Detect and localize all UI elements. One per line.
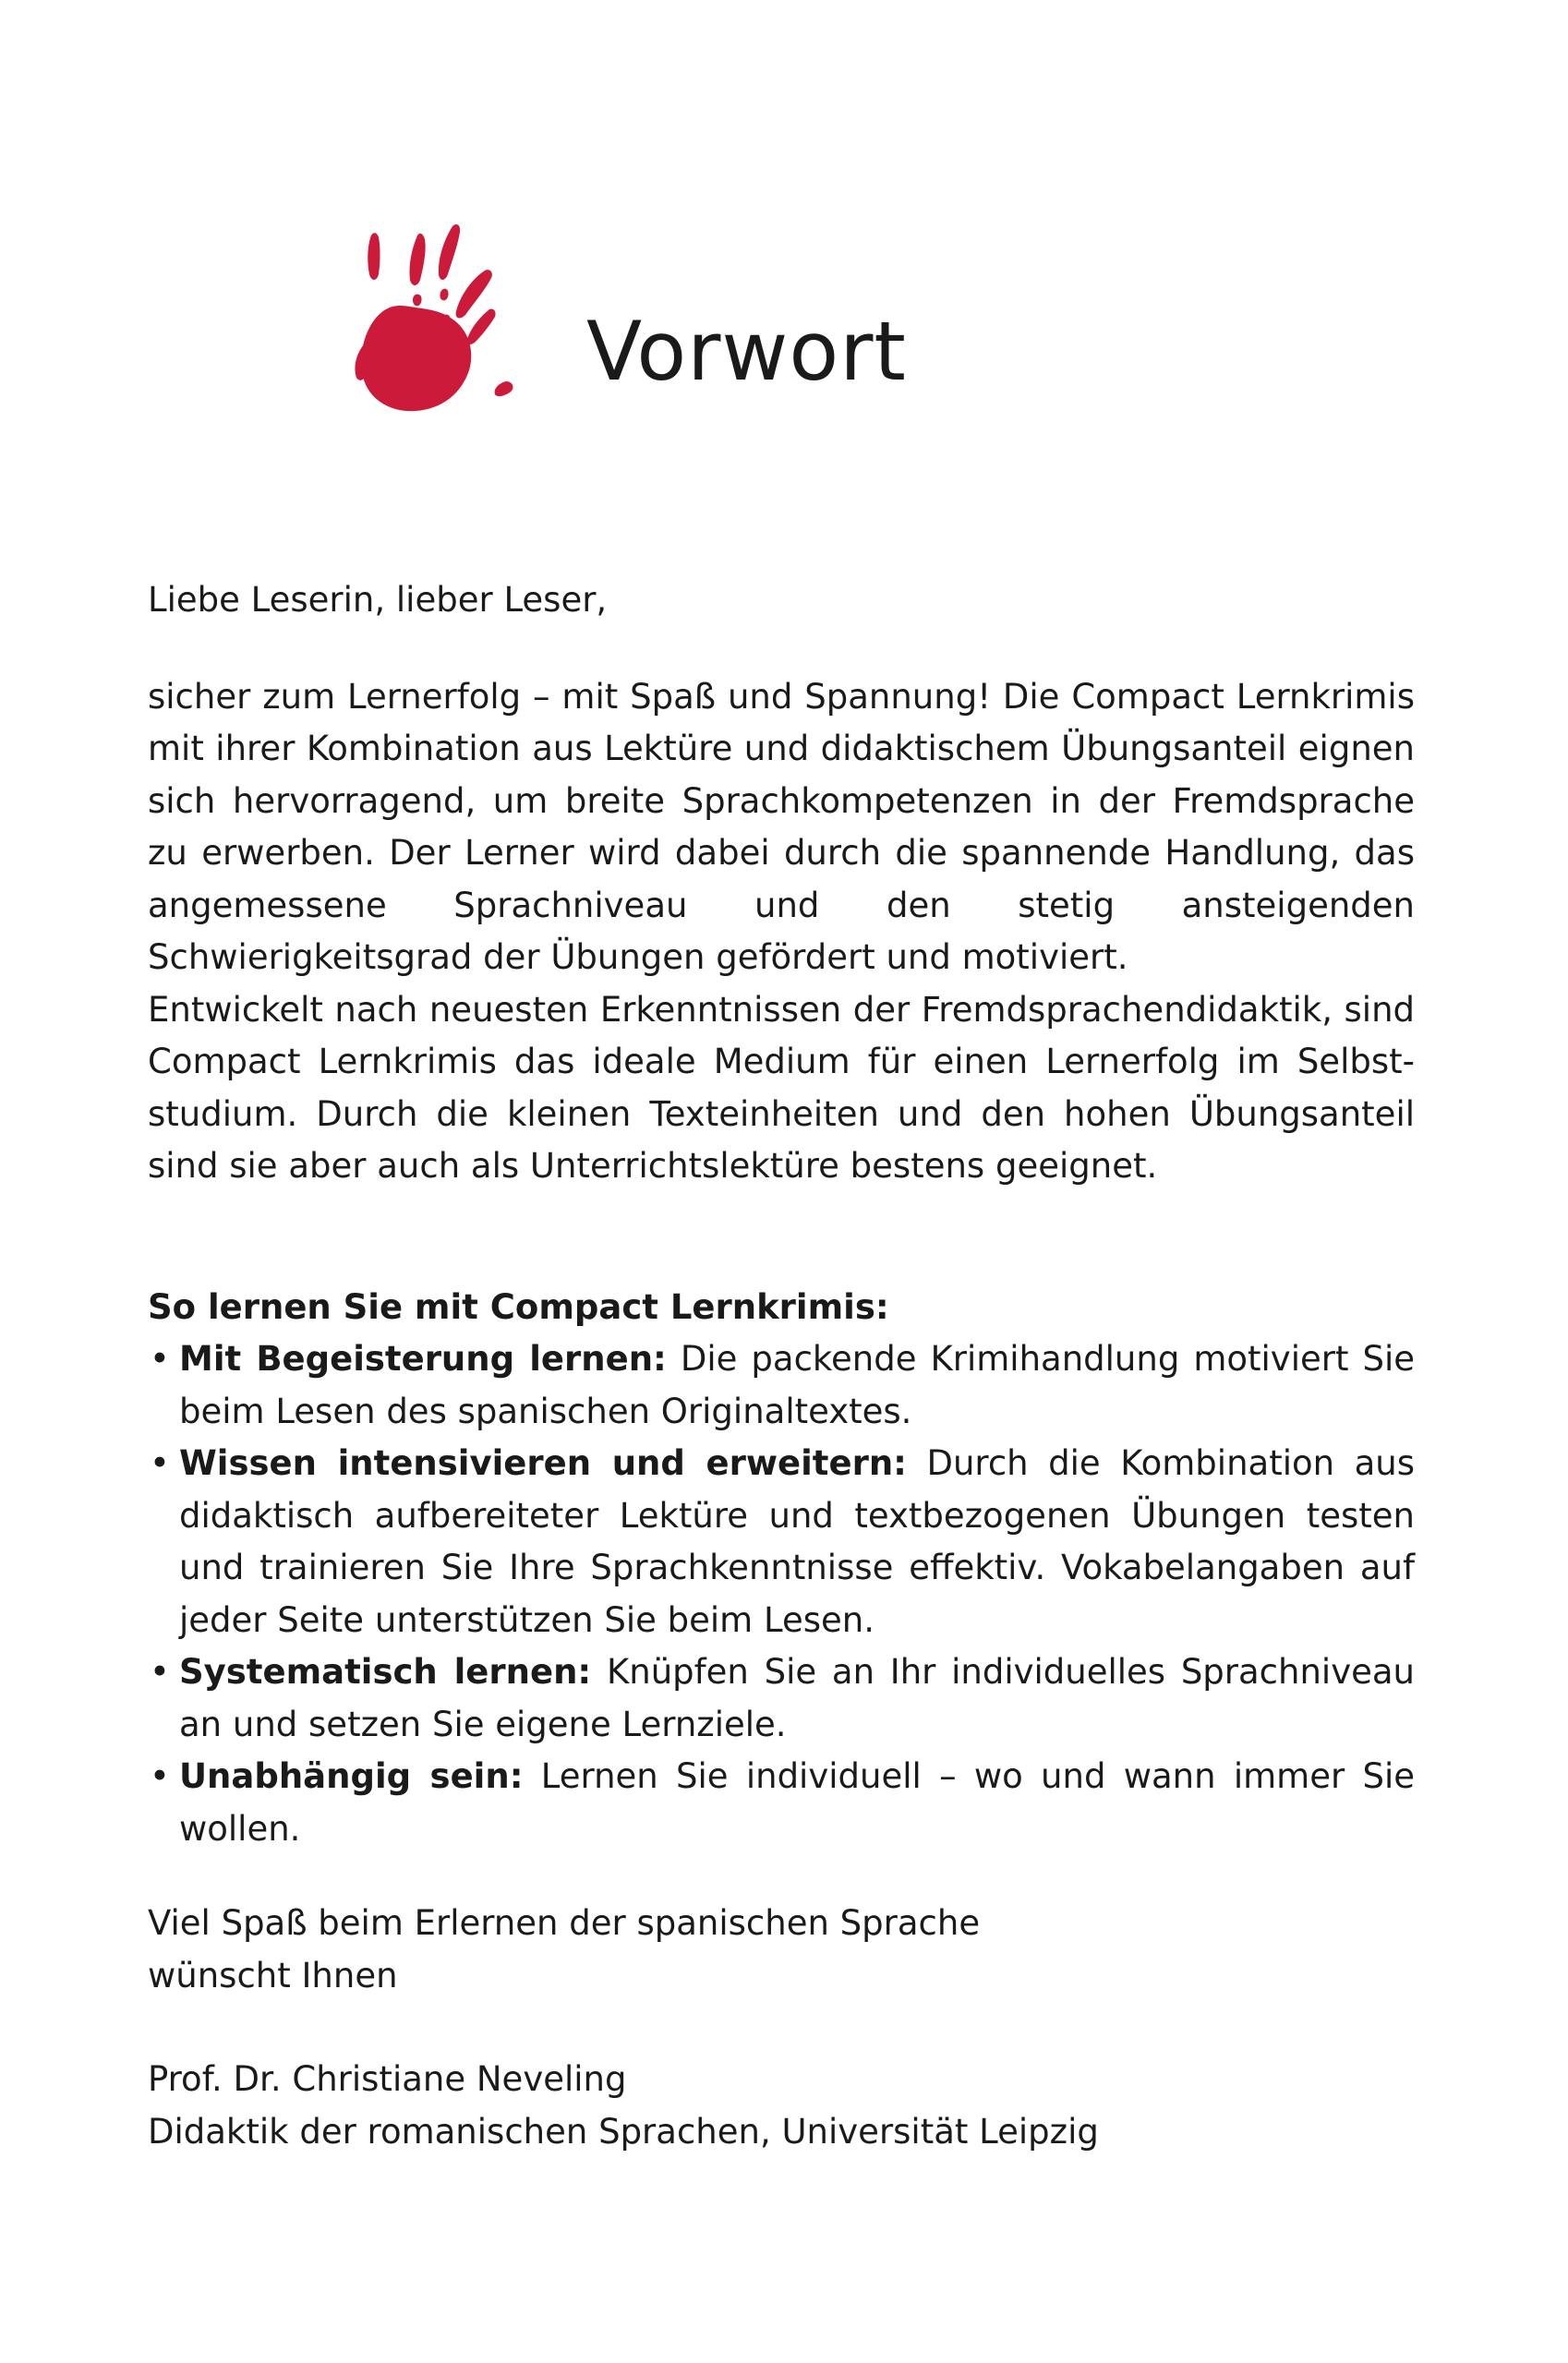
list-item-term: Mit Begeisterung lernen:	[179, 1339, 667, 1379]
page-title: Vorwort	[586, 304, 907, 399]
list-item-term: Unabhängig sein:	[179, 1756, 524, 1796]
list-item-term: Wissen intensivieren und erweitern:	[179, 1443, 907, 1483]
list-item-text: Knüpfen Sie an Ihr individuelles Sprachniveau an und setzen Sie eigene Lernziele.	[179, 1652, 1415, 1744]
list-item	[148, 1646, 1415, 1751]
signature-affiliation: Didaktik der romanischen Sprachen, Universität Leipzig	[148, 2111, 1099, 2152]
closing	[148, 1898, 1415, 2002]
signature-name: Prof. Dr. Christiane Neveling	[148, 2059, 627, 2099]
red-handprint-icon	[351, 208, 591, 429]
list-item-text: Die packende Krimihandlung motiviert Sie beim Lesen des spanischen Originaltextes.	[179, 1339, 1416, 1431]
list-item-text: Durch die Kombination aus didaktisch aufbereiteter Lektüre und textbezogenen Übungen testen und trainieren Sie Ihre Sprachkenntnisse effektiv. Vokabelangaben auf jeder Seite unterstützen Sie beim Lesen.	[179, 1443, 1415, 1640]
list-item-term: Systematisch lernen:	[179, 1652, 592, 1692]
foreword-body	[148, 574, 1415, 2158]
list-item	[148, 1333, 1415, 1438]
list-heading: So lernen Sie mit Compact Lernkrimis:	[148, 1286, 889, 1327]
intro-paragraph-1: sicher zum Lernerfolg – mit Spaß und Spannung! Die Compact Lernkrimis mit ihrer Kombination aus Lektüre und didaktischem Übungsanteil eignen sich hervorragend, um breite Sprachkompetenzen in der Fremdsprache zu erwerben. Der Lerner wird dabei durch die spannende Handlung, das angemessene Sprachniveau und den stetig ansteigenden Schwierigkeitsgrad der Übungen gefördert und motiviert.	[148, 676, 1415, 977]
closing-line-2: wünscht Ihnen	[148, 1955, 398, 1995]
list-item	[148, 1751, 1415, 1855]
list-item-text: Lernen Sie individuell – wo und wann immer Sie wollen.	[179, 1756, 1415, 1849]
bullet-icon: •	[150, 1652, 170, 1692]
list-item	[148, 1438, 1415, 1646]
bullet-icon: •	[150, 1443, 170, 1483]
bullet-icon: •	[150, 1339, 170, 1379]
closing-line-1: Viel Spaß beim Erlernen der spanischen Sprache	[148, 1903, 981, 1943]
page-header	[351, 208, 997, 429]
intro-paragraph-2: Entwickelt nach neuesten Erkenntnissen der Fremdsprachendidaktik, sind Compact Lernkrimis das ideale Medium für einen Lernerfolg im Selbststudium. Durch die kleinen Texteinheiten und den hohen Übungsanteil sind sie aber auch als Unterrichtslektüre bestens geeignet.	[148, 989, 1415, 1186]
feature-list	[148, 1333, 1415, 1855]
salutation: Liebe Leserin, lieber Leser,	[148, 580, 608, 620]
bullet-icon: •	[150, 1756, 170, 1796]
signature-block	[148, 2054, 1415, 2158]
